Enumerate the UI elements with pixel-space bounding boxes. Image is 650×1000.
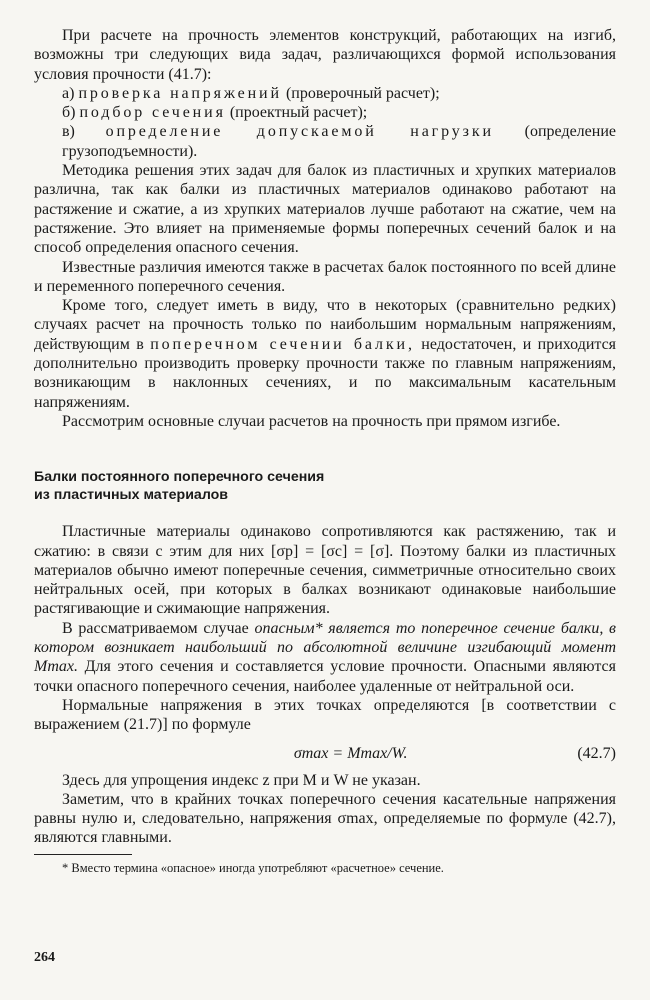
paragraph xyxy=(34,619,616,696)
footnote-divider xyxy=(34,854,132,855)
paragraph xyxy=(34,296,616,412)
italic-definition: опасным* является то поперечное сечение балки, в котором возникает наибольший по абсолютной величине изгибающий момент Mmax. xyxy=(34,619,617,676)
spaced-term: проверка напряжений xyxy=(78,84,282,102)
list-text: (проверочный расчет); xyxy=(285,84,440,102)
inline-formula: [σр] = [σс] = [σ]. xyxy=(271,542,394,560)
list-item-b xyxy=(34,103,616,122)
paragraph xyxy=(34,522,616,618)
page-number: 264 xyxy=(34,950,55,965)
list-marker: в) xyxy=(62,123,75,141)
paragraph: Известные различия имеются также в расчетах балок постоянного по всей длине и переменного поперечного сечения. xyxy=(34,258,616,295)
list-item-c xyxy=(34,122,616,161)
list-item-a xyxy=(34,84,616,103)
paragraph: Нормальные напряжения в этих точках определяются [в соответствии с выражением (21.7)] по формуле xyxy=(34,696,616,734)
paragraph: Здесь для упрощения индекс z при M и W не указан. xyxy=(62,771,421,789)
footnote: * Вместо термина «опасное» иногда употребляют «расчетное» сечение. xyxy=(62,860,444,875)
text: В рассматриваемом случае xyxy=(62,619,249,637)
formula-number: (42.7) xyxy=(577,744,616,762)
page-content xyxy=(34,26,616,876)
list-text: (определение грузоподъемности). xyxy=(62,123,616,160)
paragraph: Методика решения этих задач для балок из пластичных и хрупких материалов различна, так как балки из пластичных материалов одинаково работают на растяжение и сжатие, а из хрупких материалов лучше работают на сжатие, чем на растяжение. Это влияет на применяемые формы поперечных сечений балок и на способ определения опасного сечения. xyxy=(34,162,616,257)
text: Пластичные материалы одинаково сопротивляются как растяжению, так и сжатию: в связи с этим для них xyxy=(34,523,616,560)
spaced-term: подбор сечения xyxy=(79,104,226,122)
text: недостаточен, и приходится дополнительно производить проверку прочности также по главным напряжениям, возникающим в наклонных сечениях, и по максимальным касательным напряжениям. xyxy=(34,335,617,411)
list-marker: а) xyxy=(62,84,75,102)
display-formula xyxy=(34,745,616,763)
text: Кроме того, следует иметь в виду, что в некоторых (сравнительно редких) случаях расчет на прочность только по наибольшим нормальным напряжениям, действующим в xyxy=(34,297,616,353)
heading-line: Балки постоянного поперечного сечения xyxy=(34,469,325,486)
spaced-term: поперечном сечении балки, xyxy=(150,335,415,353)
text: Поэтому балки из пластичных материалов обычно имеют поперечные сечения, симметричные относительно своих нейтральных осей, при которых в балках возникают одинаковые наибольшие растягивающие и сжимающие напряжения. xyxy=(34,542,617,618)
paragraph: Заметим, что в крайних точках поперечного сечения касательные напряжения равны нулю и, следовательно, напряжения σmax, определяемые по формуле (42.7), являются главными. xyxy=(34,790,616,847)
text: Для этого сечения и составляется условие прочности. Опасными являются точки опасного поперечного сечения, наиболее удаленные от нейтральной оси. xyxy=(34,658,617,695)
formula-expression: σmax = Mmax/W. xyxy=(293,744,408,762)
section-heading xyxy=(34,469,616,504)
heading-line: из пластичных материалов xyxy=(34,486,229,503)
paragraph: При расчете на прочность элементов конструкций, работающих на изгиб, возможны три следующих вида задач, различающихся формой использования условия прочности (41.7): xyxy=(34,27,616,83)
paragraph: Рассмотрим основные случаи расчетов на прочность при прямом изгибе. xyxy=(62,412,561,430)
list-text: (проектный расчет); xyxy=(229,104,368,122)
spaced-term: определение допускаемой нагрузки xyxy=(105,123,494,141)
list-marker: б) xyxy=(62,104,76,122)
